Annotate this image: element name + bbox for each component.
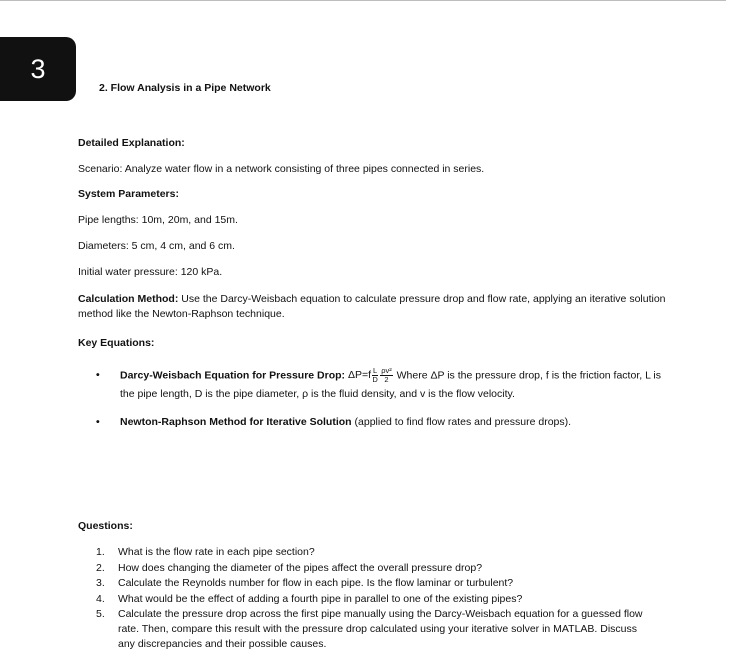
- section-heading: 2. Flow Analysis in a Pipe Network: [99, 82, 271, 94]
- calculation-method-label: Calculation Method:: [78, 293, 179, 305]
- darcy-weisbach-bullet: [96, 366, 671, 404]
- system-parameters-label: System Parameters:: [78, 188, 179, 200]
- newton-raphson-label: Newton-Raphson Method for Iterative Solution: [120, 416, 352, 428]
- fraction-numerator: L: [373, 365, 378, 375]
- fraction-denominator: D: [372, 374, 378, 384]
- formula-fraction-l-over-d: [372, 367, 378, 384]
- question-number: 2.: [96, 561, 105, 574]
- formula-lhs: ΔP=f: [347, 369, 372, 381]
- question-number: 5.: [96, 608, 105, 620]
- darcy-weisbach-label: Darcy-Weisbach Equation for Pressure Drop:: [120, 369, 346, 382]
- formula-fraction-rho-v2-over-2: [380, 367, 393, 384]
- diameters-text: Diameters: 5 cm, 4 cm, and 6 cm.: [78, 240, 235, 252]
- calculation-method-text: Use the Darcy-Weisbach equation to calculate pressure drop and flow rate, applying an iterative solution method like the Newton-Raphson technique.: [78, 293, 666, 320]
- questions-label: Questions:: [78, 520, 133, 532]
- question-text: What is the flow rate in each pipe section?: [118, 546, 315, 558]
- question-item: [96, 561, 656, 576]
- detailed-explanation-label: Detailed Explanation:: [78, 137, 185, 149]
- question-number: 4.: [96, 592, 105, 605]
- scenario-text: Scenario: Analyze water flow in a network consisting of three pipes connected in series.: [78, 163, 485, 175]
- fraction-numerator: ρv²: [381, 365, 392, 375]
- fraction-denominator: 2: [384, 374, 389, 384]
- calculation-method-paragraph: [78, 292, 668, 322]
- questions-list: [96, 545, 656, 653]
- question-item: [96, 607, 656, 652]
- key-equations-label: Key Equations:: [78, 337, 155, 349]
- question-item: [96, 576, 656, 591]
- question-text: Calculate the Reynolds number for flow in each pipe. Is the flow laminar or turbulent?: [118, 577, 514, 589]
- question-text: Calculate the pressure drop across the first pipe manually using the Darcy-Weisbach equation for a guessed flow rate. Then, compare this result with the pressure drop calculated using your iterative solver in MATLAB. Discuss any discrepancies and their possible causes.: [118, 608, 643, 650]
- question-text: What would be the effect of adding a fourth pipe in parallel to one of the existing pipes?: [118, 592, 523, 605]
- question-item: [96, 545, 656, 560]
- pipe-lengths-text: Pipe lengths: 10m, 20m, and 15m.: [78, 214, 238, 226]
- initial-pressure-text: Initial water pressure: 120 kPa.: [78, 266, 223, 278]
- question-number: 1.: [96, 546, 105, 558]
- bullet-icon: •: [96, 416, 100, 428]
- newton-raphson-text: (applied to find flow rates and pressure drops).: [354, 416, 572, 428]
- top-divider: [0, 0, 726, 1]
- newton-raphson-bullet: [96, 413, 671, 432]
- question-number: 3.: [96, 577, 105, 589]
- page-number-badge: 3: [0, 37, 76, 101]
- question-text: How does changing the diameter of the pipes affect the overall pressure drop?: [118, 561, 483, 574]
- question-item: [96, 592, 656, 607]
- bullet-icon: •: [96, 369, 100, 381]
- darcy-weisbach-formula: [348, 366, 394, 385]
- darcy-weisbach-description: Where ΔP is the pressure drop, f is the friction factor, L is the pipe length, D is the pipe diameter, ρ is the fluid density, and v is the flow velocity.: [120, 369, 662, 401]
